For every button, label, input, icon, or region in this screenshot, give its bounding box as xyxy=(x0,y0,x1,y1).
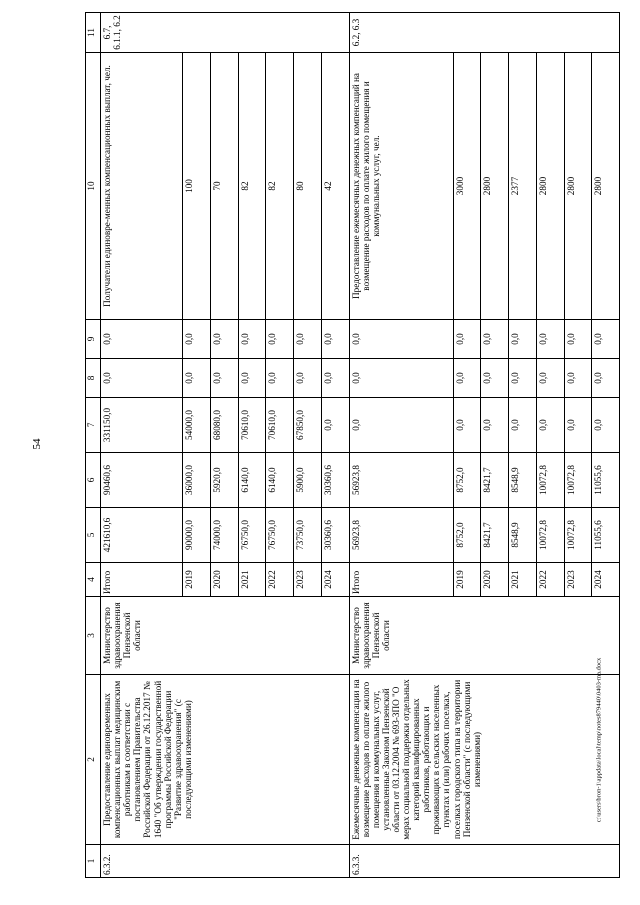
year-value: 54000,0 xyxy=(183,398,211,453)
year-value: 0,0 xyxy=(321,320,349,359)
year-value: 6140,0 xyxy=(238,453,266,508)
year-value: 0,0 xyxy=(183,359,211,398)
year-cell: 2019 xyxy=(183,563,211,597)
year-value: 10072,8 xyxy=(564,508,592,563)
year-value: 0,0 xyxy=(564,320,592,359)
measure-description: Предоставление единовременных компенсационных выплат медицинским работникам в соответствии с постановлением Правительства Российской Федерации от 26.12.2017 № 1640 "Об утверждении государственной программы Российской Федерации "Развитие здравоохранения" (с последующими изменениями) xyxy=(101,675,350,845)
year-cell: 2024 xyxy=(321,563,349,597)
footer-file-path: c:\users\bron-1\appdata\local\temp\notes879440\0403-ma.docx xyxy=(595,657,603,823)
year-cell: 2024 xyxy=(592,563,620,597)
year-cell: 2020 xyxy=(481,563,509,597)
year-value: 6140,0 xyxy=(266,453,294,508)
year-value: 2800 xyxy=(592,53,620,320)
year-value: 0,0 xyxy=(210,359,238,398)
column-number: 11 xyxy=(86,13,101,53)
year-value: 70610,0 xyxy=(266,398,294,453)
total-value: 56923,8 xyxy=(349,453,453,508)
column-number: 5 xyxy=(86,508,101,563)
year-value: 2800 xyxy=(564,53,592,320)
year-cell: 2021 xyxy=(238,563,266,597)
year-value: 8548,9 xyxy=(509,508,537,563)
year-cell: 2022 xyxy=(266,563,294,597)
year-cell: 2023 xyxy=(564,563,592,597)
year-value: 0,0 xyxy=(238,320,266,359)
year-value: 3000 xyxy=(453,53,481,320)
year-value: 0,0 xyxy=(453,398,481,453)
year-value: 0,0 xyxy=(453,320,481,359)
year-value: 100 xyxy=(183,53,211,320)
year-value: 0,0 xyxy=(183,320,211,359)
year-value: 10072,8 xyxy=(536,453,564,508)
year-value: 67850,0 xyxy=(294,398,322,453)
year-value: 11055,6 xyxy=(592,508,620,563)
year-value: 8752,0 xyxy=(453,508,481,563)
year-value: 36000,0 xyxy=(183,453,211,508)
year-value: 0,0 xyxy=(238,359,266,398)
year-value: 0,0 xyxy=(453,359,481,398)
total-value: 331150,0 xyxy=(101,398,183,453)
linked-indicators: 6.7, 6.1.1, 6.2 xyxy=(101,13,350,53)
year-value: 0,0 xyxy=(481,359,509,398)
year-value: 74000,0 xyxy=(210,508,238,563)
total-value: 90460,6 xyxy=(101,453,183,508)
year-value: 82 xyxy=(238,53,266,320)
year-value: 30360,6 xyxy=(321,508,349,563)
year-value: 73750,0 xyxy=(294,508,322,563)
year-value: 0,0 xyxy=(536,398,564,453)
column-number: 8 xyxy=(86,359,101,398)
measure-code: 6.3.3. xyxy=(349,845,620,878)
measure-description: Ежемесячные денежные компенсации на возмещение расходов по оплате жилого помещения и коммунальных услуг, установленные Законом Пензенской области от 03.12.2004 № 693-ЗПО "О мерах социальной поддержки отдельных категорий квалифицированных работников, работающих и проживающих в сельских населенных пунктах и (или) рабочих поселках, поселках городского типа на территории Пензенской области" (с последующими изменениями) xyxy=(349,675,620,845)
program-measures-table xyxy=(85,12,620,878)
column-number: 9 xyxy=(86,320,101,359)
year-value: 70610,0 xyxy=(238,398,266,453)
year-cell: 2022 xyxy=(536,563,564,597)
total-label: Итого xyxy=(101,563,183,597)
column-number: 2 xyxy=(86,675,101,845)
year-value: 82 xyxy=(266,53,294,320)
year-value: 0,0 xyxy=(266,359,294,398)
year-value: 90000,0 xyxy=(183,508,211,563)
total-value: 0,0 xyxy=(101,320,183,359)
page-number: 54 xyxy=(31,438,43,450)
year-value: 0,0 xyxy=(509,320,537,359)
column-number: 10 xyxy=(86,53,101,320)
year-value: 0,0 xyxy=(564,398,592,453)
year-value: 0,0 xyxy=(536,320,564,359)
year-value: 0,0 xyxy=(321,398,349,453)
year-value: 0,0 xyxy=(481,398,509,453)
year-value: 0,0 xyxy=(592,359,620,398)
year-value: 2800 xyxy=(536,53,564,320)
year-value: 0,0 xyxy=(481,320,509,359)
year-value: 0,0 xyxy=(509,359,537,398)
column-number: 6 xyxy=(86,453,101,508)
column-number: 1 xyxy=(86,845,101,878)
year-value: 5920,0 xyxy=(210,453,238,508)
year-value: 8421,7 xyxy=(481,508,509,563)
total-value: 0,0 xyxy=(101,359,183,398)
year-value: 10072,8 xyxy=(536,508,564,563)
year-value: 2377 xyxy=(509,53,537,320)
year-value: 2800 xyxy=(481,53,509,320)
year-cell: 2023 xyxy=(294,563,322,597)
year-value: 42 xyxy=(321,53,349,320)
year-value: 10072,8 xyxy=(564,453,592,508)
year-cell: 2019 xyxy=(453,563,481,597)
year-value: 11055,6 xyxy=(592,453,620,508)
measure-executor: Министерство здравоохранения Пензенской области xyxy=(101,597,350,675)
measure-total-row xyxy=(349,13,453,878)
year-value: 5900,0 xyxy=(294,453,322,508)
total-value: 0,0 xyxy=(349,359,453,398)
year-value: 0,0 xyxy=(321,359,349,398)
year-cell: 2020 xyxy=(210,563,238,597)
total-value: 421610,6 xyxy=(101,508,183,563)
total-value: 0,0 xyxy=(349,320,453,359)
linked-indicators: 6.2, 6.3 xyxy=(349,13,620,53)
indicator-name: Получатели единовре-менных компенсационных выплат, чел. xyxy=(101,53,183,320)
column-number: 3 xyxy=(86,597,101,675)
total-label: Итого xyxy=(349,563,453,597)
column-number-row xyxy=(86,13,101,878)
year-value: 76750,0 xyxy=(238,508,266,563)
year-value: 0,0 xyxy=(210,320,238,359)
column-number: 4 xyxy=(86,563,101,597)
year-value: 30360,6 xyxy=(321,453,349,508)
measure-executor: Министерство здравоохранения Пензенской области xyxy=(349,597,620,675)
year-value: 8421,7 xyxy=(481,453,509,508)
measure-code: 6.3.2. xyxy=(101,845,350,878)
year-value: 0,0 xyxy=(536,359,564,398)
year-value: 8548,9 xyxy=(509,453,537,508)
year-value: 0,0 xyxy=(509,398,537,453)
year-value: 70 xyxy=(210,53,238,320)
total-value: 56923,8 xyxy=(349,508,453,563)
rotated-table-container xyxy=(85,13,620,878)
year-value: 0,0 xyxy=(564,359,592,398)
year-value: 0,0 xyxy=(294,359,322,398)
year-cell: 2021 xyxy=(509,563,537,597)
year-value: 0,0 xyxy=(592,398,620,453)
year-value: 0,0 xyxy=(266,320,294,359)
year-value: 0,0 xyxy=(592,320,620,359)
column-number: 7 xyxy=(86,398,101,453)
year-value: 68080,0 xyxy=(210,398,238,453)
year-value: 8752,0 xyxy=(453,453,481,508)
year-value: 0,0 xyxy=(294,320,322,359)
year-value: 80 xyxy=(294,53,322,320)
measure-total-row xyxy=(101,13,183,878)
year-value: 76750,0 xyxy=(266,508,294,563)
indicator-name: Предоставление ежемесячных денежных компенсаций на возмещение расходов по оплате жилого помещения и коммунальных услуг, чел. xyxy=(349,53,453,320)
total-value: 0,0 xyxy=(349,398,453,453)
